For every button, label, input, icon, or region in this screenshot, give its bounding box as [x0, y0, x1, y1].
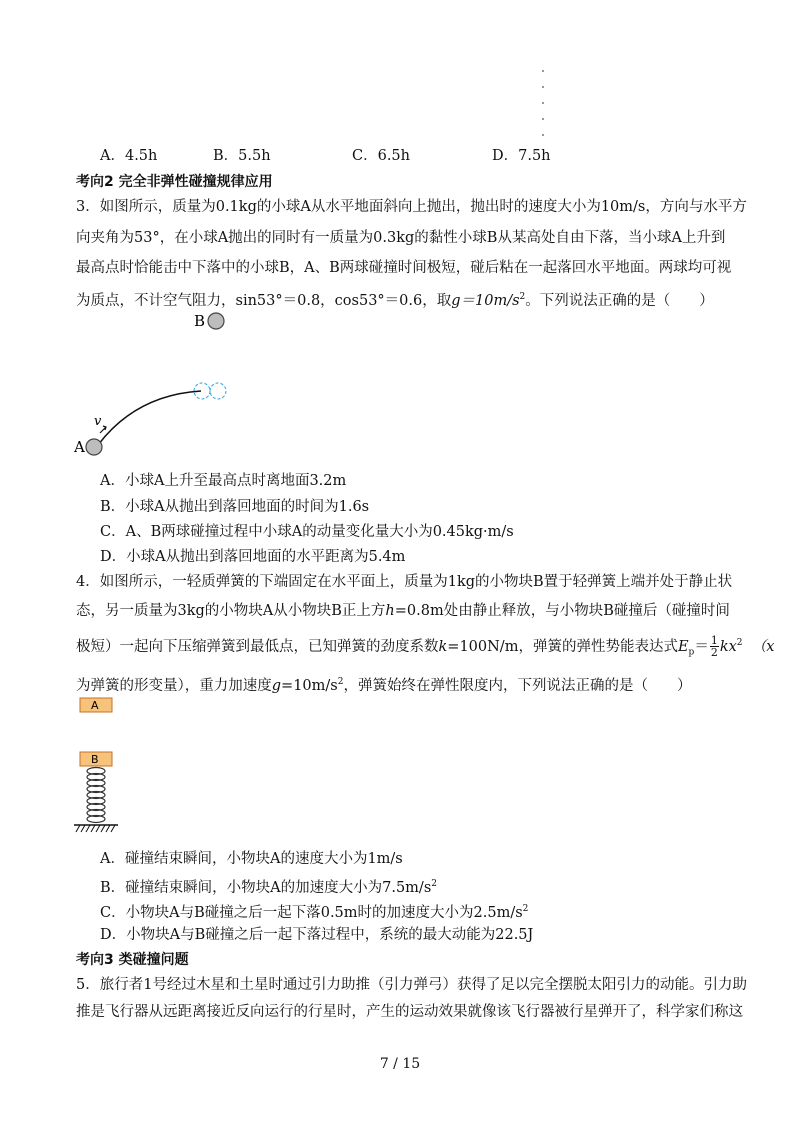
- q4-fraction: $\frac{1}{2}$: [710, 634, 718, 660]
- q4-line-4-c: =10m/s: [281, 677, 338, 694]
- q3-line-1: 3．如图所示，质量为0.1kg的小球A从水平地面斜向上抛出，抛出时的速度大小为10m/s，方向与水平方: [76, 199, 747, 215]
- q4-line-1: 4．如图所示，一轻质弹簧的下端固定在水平面上，质量为1kg的小物块B置于轻弹簧上端并处于静止状: [76, 574, 733, 590]
- option-d: D．7.5h: [492, 148, 551, 164]
- q3-option-d: D．小球A从抛出到落回地面的水平距离为5.4m: [100, 549, 406, 565]
- q3-gravity: g＝10m/s: [451, 292, 520, 309]
- q4-line-3-c: =100N/m，弹簧的弹性势能表达式: [447, 638, 678, 655]
- q3-option-a: A．小球A上升至最高点时离地面3.2m: [100, 473, 347, 489]
- dashed-ball-2: [210, 383, 226, 399]
- q3-fig-label-v: v: [94, 414, 102, 429]
- q4-option-a: A．碰撞结束瞬间，小物块A的速度大小为1m/s: [100, 851, 403, 867]
- q3-option-b: B．小球A从抛出到落回地面的时间为1.6s: [100, 499, 370, 515]
- q4-fig-label-b: B: [91, 753, 99, 766]
- q4-x-note: （x: [751, 638, 775, 655]
- q4-line-2: [76, 601, 730, 621]
- q4-line-2-a: 态，另一质量为3kg的小物块A从小物块B正上方: [76, 603, 386, 619]
- q4-line-3-a: 极短）一起向下压缩弹簧到最低点，已知弹簧的劲度系数: [76, 638, 439, 655]
- q3-fig-label-a: A: [74, 438, 85, 456]
- ball-a: [86, 439, 102, 455]
- q4-line-4-a: 为弹簧的形变量），重力加速度: [76, 677, 272, 694]
- q3-line-2: 向夹角为53°，在小球A抛出的同时有一质量为0.3kg的黏性小球B从某高处自由下落，当小球A上升到: [76, 230, 726, 246]
- q3-line-4-c: 。下列说法正确的是（ ）: [525, 292, 714, 309]
- q3-line-4-a: 为质点，不计空气阻力，sin53°＝0.8，cos53°＝0.6，取: [76, 292, 452, 309]
- ground-hatch: [76, 825, 115, 832]
- trajectory-curve: [98, 391, 201, 445]
- spring: [87, 768, 105, 823]
- q4-g: g: [271, 677, 282, 694]
- q4-option-b: B．碰撞结束瞬间，小物块A的加速度大小为$7.5m/s^2$: [100, 879, 437, 896]
- q4-line-4-d: ，弹簧始终在弹性限度内，下列说法正确的是（ ）: [343, 677, 692, 694]
- q5-line-2: 推是飞行器从远距离接近反向运行的行星时，产生的运动效果就像该飞行器被行星弹开了，科学家们称这: [76, 1004, 743, 1020]
- q3-line-4: 为质点，不计空气阻力，sin53°＝0.8，cos53°＝0.6，取$g=10m/s^2$。下列说法正确的是（ ）: [76, 292, 714, 309]
- q4-fig-label-a: A: [91, 699, 99, 712]
- ball-b: [208, 313, 224, 329]
- q3-figure: [66, 305, 256, 465]
- q4-line-2-c: =0.8m处由静止释放，与小物块B碰撞后（碰撞时间: [394, 603, 730, 619]
- option-c: C．6.5h: [352, 148, 410, 164]
- q3-option-c: C．A、B两球碰撞过程中小球A的动量变化量大小为0.45kg·m/s: [100, 524, 514, 540]
- q4-h: h: [385, 603, 395, 619]
- q4-line-4: 为弹簧的形变量），重力加速度$g=10m/s^2$，弹簧始终在弹性限度内，下列说法正确的是（ ）: [76, 677, 692, 694]
- q5-line-1: 5．旅行者1号经过木星和土星时通过引力助推（引力弹弓）获得了足以完全摆脱太阳引力的动能。引力助: [76, 977, 747, 993]
- q4-option-d: D．小物块A与B碰撞之后一起下落过程中，系统的最大动能为22.5J: [100, 927, 534, 943]
- q4-k: k: [438, 638, 448, 655]
- q4-ep-sub: p: [688, 647, 695, 658]
- option-a: A．4.5h: [100, 148, 158, 164]
- q4-line-3: 极短）一起向下压缩弹簧到最低点，已知弹簧的劲度系数k=100N/m，弹簧的弹性势能表达式$E_p=$ $\frac{1}{2}$ $kx^2$ （x: [76, 634, 775, 660]
- section-2-title: 考向2 完全非弹性碰撞规律应用: [76, 174, 273, 190]
- option-b: B．5.5h: [213, 148, 271, 164]
- q4-kx: kx: [719, 638, 737, 655]
- q3-fig-label-b: B: [194, 312, 206, 330]
- q4-ep: E: [677, 638, 689, 655]
- q4-option-c: C．小物块A与B碰撞之后一起下落0.5m时的加速度大小为$2.5m/s^2$: [100, 904, 529, 921]
- q4-eq: ＝: [694, 638, 709, 655]
- q3-line-3: 最高点时恰能击中下落中的小球B，A、B两球碰撞时间极短，碰后粘在一起落回水平地面。两球均可视: [76, 260, 732, 276]
- section-3-title: 考向3 类碰撞问题: [76, 952, 189, 968]
- decorative-dots: [542, 70, 545, 140]
- q4-figure: [70, 696, 130, 836]
- page-number: 7 / 15: [379, 1056, 421, 1072]
